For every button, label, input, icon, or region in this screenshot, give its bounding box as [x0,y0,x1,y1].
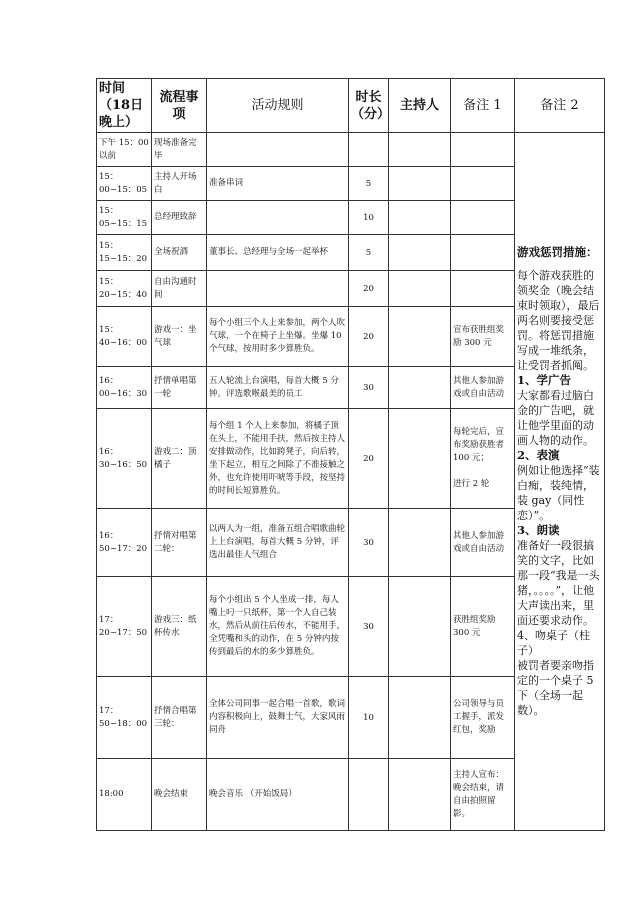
cell-duration: 20 [349,271,389,307]
cell-time: 16：30~16：50 [97,409,152,509]
cell-process: 游戏二：顶橘子 [152,409,207,509]
cell-note1: 主持人宣布：晚会结束，请自由拍照留影。 [451,759,515,831]
cell-process: 全场祝酒 [152,235,207,271]
cell-host [389,167,451,201]
punishment-notes [515,133,605,831]
cell-duration [349,133,389,167]
cell-note1 [451,167,515,201]
punishment-intro: 每个游戏获胜的领奖金（晚会结束时领取），最后两名则要接受惩罚。将惩罚措施写成一堆纸条，让受罚者抓阄。 [517,269,600,372]
header-note2: 备注 2 [515,79,605,133]
cell-rules: 晚会音乐 （开始饭局） [207,759,349,831]
cell-duration: 20 [349,307,389,367]
cell-note1: 其他人参加游戏或自由活动 [451,509,515,577]
punishment-item3-title: 3、朗读 [517,523,560,537]
cell-host [389,271,451,307]
cell-rules: 每个小组出 5 个人坐成一排，每人嘴上叼一只纸杯，第一个人自己装水，然后从前往后传水，不能用手，全凭嘴和头的动作，在 5 分钟内按传到最后的水的多少算胜负。 [207,577,349,677]
cell-host [389,759,451,831]
header-duration: 时长（分） [349,79,389,133]
cell-process: 抒情对唱第二轮： [152,509,207,577]
punishment-title: 游戏惩罚措施： [517,245,598,259]
cell-rules [207,133,349,167]
cell-process: 抒情单唱第一轮 [152,367,207,409]
cell-note1 [451,201,515,235]
cell-time: 17：50~18：00 [97,677,152,759]
cell-rules: 董事长、总经理与全场一起举杯 [207,235,349,271]
cell-time: 15：00~15：05 [97,167,152,201]
punishment-item4-text: 被罚者要亲吻指定的一个桌子 5 下（全场一起数）。 [517,659,594,717]
cell-host [389,577,451,677]
cell-note1 [451,271,515,307]
cell-process: 现场准备完毕 [152,133,207,167]
cell-host [389,201,451,235]
cell-time: 17：20~17：50 [97,577,152,677]
cell-duration: 30 [349,509,389,577]
table-row [97,133,605,167]
cell-rules: 准备串词 [207,167,349,201]
cell-time: 16：00~16：30 [97,367,152,409]
cell-rules: 以两人为一组，准备五组合唱歌曲轮上上台演唱，每首大概 5 分钟，评选出最佳人气组合 [207,509,349,577]
cell-note1: 公司领导与员工握手，派发红包，奖励 [451,677,515,759]
header-host: 主持人 [389,79,451,133]
cell-time: 16：50~17：20 [97,509,152,577]
cell-note1: 每轮完后，宣布奖励获胜者 100 元； 进行 2 轮 [451,409,515,509]
header-process: 流程事项 [152,79,207,133]
cell-host [389,307,451,367]
cell-duration: 5 [349,235,389,271]
cell-rules: 每个小组三个人上来参加，两个人吹气球，一个在椅子上坐爆。坐爆 10 个气球，按用时多少算胜负。 [207,307,349,367]
cell-note1: 其他人参加游戏或自由活动 [451,367,515,409]
cell-duration: 30 [349,367,389,409]
cell-rules: 五人轮流上台演唱，每首大概 5 分钟。评选歌喉最美的员工 [207,367,349,409]
cell-process: 游戏一：坐气球 [152,307,207,367]
cell-host [389,509,451,577]
cell-duration [349,759,389,831]
cell-time: 15：40~16：00 [97,307,152,367]
cell-process: 游戏三：纸杯传水 [152,577,207,677]
punishment-item1-text: 大家都看过脑白金的广告吧，就让他学里面的动画人物的动作。 [517,389,594,447]
header-rules: 活动规则 [207,79,349,133]
cell-duration: 20 [349,409,389,509]
cell-time: 15：20~15：40 [97,271,152,307]
header-note1: 备注 1 [451,79,515,133]
cell-host [389,409,451,509]
cell-host [389,133,451,167]
cell-process: 主持人开场白 [152,167,207,201]
cell-duration: 5 [349,167,389,201]
cell-duration: 30 [349,577,389,677]
punishment-item2-text: 例如让他选择“装白痴，装纯情，装 gay（同性恋）”。 [517,464,600,522]
punishment-item2-title: 2、表演 [517,448,560,462]
cell-duration: 10 [349,677,389,759]
schedule-table [96,78,605,831]
cell-process: 自由沟通时间 [152,271,207,307]
header-row [97,79,605,133]
punishment-item3-text: 准备好一段很搞笑的文字，比如那一段“我是一头猪，。。。。”，让他大声读出来，里面还要求动作。 [517,539,600,627]
cell-rules: 每个组 1 个人上来参加，将橘子顶在头上，不能用手扶，然后按主持人安排做动作，比如跨凳子，向后转，坐下起立，相互之间除了不准接触之外，也允许使用吓唬等手段，按坚持的时间长短算胜负。 [207,409,349,509]
cell-host [389,235,451,271]
cell-time: 下午 15：00以前 [97,133,152,167]
cell-time: 15：15~15：20 [97,235,152,271]
cell-process: 晚会结束 [152,759,207,831]
cell-note1 [451,133,515,167]
punishment-item1-title: 1、学广告 [517,373,572,387]
cell-note1: 宣布获胜组奖励 300 元 [451,307,515,367]
cell-rules [207,271,349,307]
cell-rules [207,201,349,235]
header-time: 时间（18日晚上） [97,79,152,133]
cell-duration: 10 [349,201,389,235]
cell-rules: 全体公司同事一起合唱一首歌，歌词内容积极向上，鼓舞士气，大家风雨同舟 [207,677,349,759]
cell-note1: 获胜组奖励 300 元 [451,577,515,677]
cell-process: 抒情合唱第三轮： [152,677,207,759]
punishment-item4-title: 4、吻桌子（柱子） [517,629,590,657]
cell-note1 [451,235,515,271]
cell-time: 18:00 [97,759,152,831]
cell-time: 15：05~15：15 [97,201,152,235]
cell-process: 总经理致辞 [152,201,207,235]
cell-host [389,677,451,759]
cell-host [389,367,451,409]
